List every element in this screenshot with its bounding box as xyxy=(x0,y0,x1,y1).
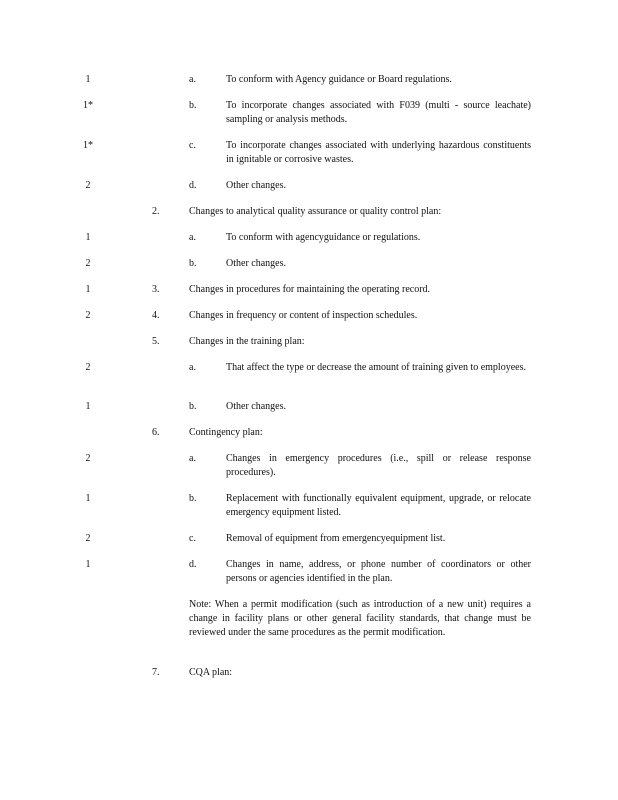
item-number: 7. xyxy=(152,667,160,678)
classification-label: 2 xyxy=(85,180,91,191)
item-text: Other changes. xyxy=(226,258,286,269)
item-text: Contingency plan: xyxy=(189,427,263,438)
item-text: Changes in the training plan: xyxy=(189,336,305,347)
item-letter: c. xyxy=(189,533,196,544)
item-number: 5. xyxy=(152,336,160,347)
item-text: Changes in procedures for maintaining the operating record. xyxy=(189,284,431,295)
item-letter: d. xyxy=(189,559,197,570)
item-text: To incorporate changes associated with underlying hazardous constituents in ignitable or corrosive wastes. xyxy=(226,140,531,165)
item-text: Changes to analytical quality assurance or quality control plan: xyxy=(189,206,442,217)
classification-label: 1 xyxy=(85,493,91,504)
classification-label: 1 xyxy=(85,232,91,243)
classification-label: 1 xyxy=(85,74,91,85)
item-letter: b. xyxy=(189,493,197,504)
item-text: Changes in frequency or content of inspection schedules. xyxy=(189,310,418,321)
item-text: To conform with Agency guidance or Board regulations. xyxy=(226,74,452,85)
item-letter: a. xyxy=(189,362,196,373)
item-letter: b. xyxy=(189,258,197,269)
item-letter: d. xyxy=(189,180,197,191)
classification-label: 1* xyxy=(83,140,93,151)
classification-label: 2 xyxy=(85,310,91,321)
item-letter: a. xyxy=(189,453,196,464)
item-number: 3. xyxy=(152,284,160,295)
item-text: To conform with agencyguidance or regulations. xyxy=(226,232,421,243)
classification-label: 2 xyxy=(85,362,91,373)
item-number: 6. xyxy=(152,427,160,438)
item-number: 2. xyxy=(152,206,160,217)
classification-label: 1 xyxy=(85,401,91,412)
item-text: Other changes. xyxy=(226,401,286,412)
classification-label: 1 xyxy=(85,284,91,295)
item-text: Changes in emergency procedures (i.e., spill or release response procedures). xyxy=(226,453,531,478)
classification-label: 2 xyxy=(85,533,91,544)
item-letter: c. xyxy=(189,140,196,151)
item-text: Changes in name, address, or phone number of coordinators or other persons or agencies identified in the plan. xyxy=(226,559,531,584)
item-letter: b. xyxy=(189,401,197,412)
item-letter: a. xyxy=(189,232,196,243)
item-letter: b. xyxy=(189,100,197,111)
classification-label: 1 xyxy=(85,559,91,570)
item-text: Removal of equipment from emergencyequipment list. xyxy=(226,533,446,544)
item-text: That affect the type or decrease the amount of training given to employees. xyxy=(226,362,526,373)
item-number: 4. xyxy=(152,310,160,321)
classification-label: 2 xyxy=(85,258,91,269)
item-text: Other changes. xyxy=(226,180,286,191)
item-text: Replacement with functionally equivalent equipment, upgrade, or relocate emergency equipment listed. xyxy=(226,493,531,518)
classification-label: 2 xyxy=(85,453,91,464)
item-text: CQA plan: xyxy=(189,667,233,678)
item-text: To incorporate changes associated with F039 (multi - source leachate) sampling or analysis methods. xyxy=(226,100,531,125)
item-letter: a. xyxy=(189,74,196,85)
note-text: Note: When a permit modification (such as introduction of a new unit) requires a change in facility plans or other general facility standards, that change must be reviewed under the same procedures as the permit modification. xyxy=(189,599,531,638)
classification-label: 1* xyxy=(83,100,93,111)
